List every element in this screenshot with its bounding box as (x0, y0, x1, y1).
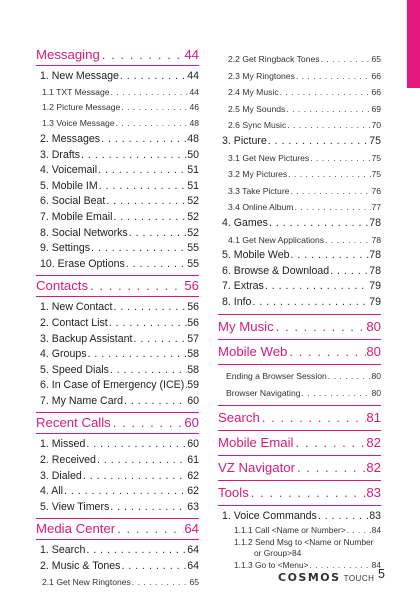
section-rule (218, 339, 381, 340)
toc-leader (329, 264, 369, 280)
toc-leader (264, 279, 369, 295)
toc-leader (294, 433, 367, 453)
toc-section-page: 60 (184, 415, 199, 431)
toc-leader (63, 484, 187, 500)
toc-entry-label: 1. Voice Commands (222, 509, 317, 522)
toc-entry-label-cont: or Group> (254, 548, 292, 559)
toc-entry-label: 5. Mobile IM (40, 179, 98, 192)
toc-entry[interactable] (222, 166, 381, 183)
toc-entry-label: 1.1.1 Call <Name or Number> (234, 525, 346, 536)
toc-entry[interactable] (222, 199, 381, 216)
toc-entry[interactable] (40, 453, 199, 469)
toc-section-heading[interactable] (36, 413, 199, 433)
toc-section-page: 56 (184, 278, 199, 294)
toc-entry-page: 78 (369, 264, 381, 277)
toc-entry[interactable] (40, 210, 199, 226)
toc-entry[interactable] (222, 84, 381, 101)
footer-brand (278, 571, 374, 584)
toc-section-heading[interactable] (36, 519, 199, 539)
toc-entry[interactable] (40, 257, 199, 273)
toc-leader (115, 519, 184, 539)
toc-section-page: 81 (366, 409, 381, 425)
section-rule (218, 314, 381, 315)
section-rule (218, 455, 381, 456)
toc-leader (287, 342, 366, 362)
toc-entry[interactable] (222, 134, 381, 150)
toc-section-page: 82 (366, 459, 381, 475)
toc-entry-label: 2.1 Get New Ringtones (42, 576, 131, 587)
toc-section-heading[interactable] (218, 317, 381, 337)
toc-leader (120, 559, 187, 575)
toc-entry-label: 6. Social Beat (40, 195, 106, 208)
toc-entry-page: 78 (369, 216, 381, 229)
toc-entry-label: 4. All (40, 485, 63, 498)
toc-continued-list (218, 45, 381, 314)
toc-entry-label: 7. My Name Card (40, 394, 124, 407)
toc-entry-page: 62 (187, 485, 199, 498)
toc-entry-label: 5. Mobile Web (222, 249, 290, 262)
toc-entry-page: 60 (187, 394, 199, 407)
toc-entry-page: 76 (371, 185, 381, 196)
toc-left-column (36, 45, 199, 593)
toc-entry-page: 69 (371, 103, 381, 114)
toc-section-page: 44 (184, 47, 199, 62)
toc-section-heading[interactable] (218, 458, 381, 478)
toc-entry-page: 75 (371, 152, 381, 163)
toc-entry-page: 44 (187, 70, 199, 82)
toc-entry[interactable] (222, 524, 381, 537)
toc-leader (87, 347, 188, 363)
toc-section-title: VZ Navigator (218, 459, 295, 475)
toc-leader (279, 84, 372, 101)
toc-section (36, 45, 199, 275)
toc-entry-label: 6. In Case of Emergency (ICE) (40, 379, 185, 392)
toc-entry-page: 61 (187, 454, 199, 467)
toc-leader (287, 166, 371, 183)
toc-entry-page: 66 (371, 87, 381, 98)
page-number: 5 (378, 567, 385, 581)
toc-entry[interactable] (40, 148, 199, 164)
toc-entry[interactable] (222, 385, 381, 402)
toc-leader (108, 316, 187, 332)
toc-entry[interactable] (222, 51, 381, 68)
toc-entry-page: 57 (187, 332, 199, 345)
toc-section-title: Recent Calls (36, 415, 111, 431)
toc-entry[interactable] (222, 117, 381, 134)
toc-entry-label: 5. Speed Dials (40, 363, 109, 376)
toc-leader (267, 134, 369, 150)
toc-leader (105, 194, 187, 210)
toc-entry[interactable] (222, 295, 381, 311)
section-rule (218, 430, 381, 431)
toc-section (36, 413, 199, 518)
toc-leader (290, 248, 370, 264)
toc-entry-page: 48 (189, 118, 199, 129)
toc-entry[interactable] (40, 363, 199, 379)
toc-entry-label: 3. Dialed (40, 469, 82, 482)
toc-entry-page: 56 (187, 301, 199, 314)
toc-section (36, 276, 199, 412)
toc-entry-label: 1.1 TXT Message (42, 86, 110, 97)
toc-entry-page: 83 (369, 509, 381, 522)
toc-entry-label: 1.3 Voice Message (42, 118, 115, 129)
toc-entry-page: 59 (187, 379, 199, 392)
brand-logo-sub: TOUCH (343, 574, 375, 583)
toc-leader (109, 500, 187, 516)
toc-entry[interactable] (40, 484, 199, 500)
toc-leader (286, 117, 371, 134)
toc-section (218, 408, 381, 431)
toc-entry-page: 84 (291, 548, 302, 559)
toc-entry-page: 52 (187, 226, 199, 239)
toc-entry-label: 2. Music & Tones (40, 560, 121, 573)
toc-section-title: Contacts (36, 278, 89, 294)
toc-section (36, 519, 199, 593)
toc-entry-page: 46 (189, 102, 199, 113)
toc-entry-page: 56 (187, 316, 199, 329)
toc-entry-page: 66 (371, 70, 381, 81)
toc-leader (82, 469, 187, 485)
toc-entry-label: 2. Contact List (40, 316, 108, 329)
toc-leader (260, 408, 367, 428)
toc-leader (123, 394, 187, 410)
toc-leader (100, 45, 185, 65)
toc-entry-label: 2.5 My Sounds (228, 103, 286, 114)
toc-leader (109, 363, 187, 379)
toc-entry-label: 1.2 Picture Message (42, 102, 121, 113)
toc-entry-page: 62 (187, 469, 199, 482)
toc-entry-label: 3. Drafts (40, 148, 81, 161)
toc-entry-label: 1. Search (40, 544, 86, 557)
toc-entry-page: 55 (187, 257, 199, 270)
toc-entry[interactable] (40, 559, 199, 575)
toc-entry-page: 55 (187, 242, 199, 255)
toc-entry-label: 1. Missed (40, 438, 86, 451)
toc-section (218, 342, 381, 406)
toc-entry-page: 44 (189, 86, 199, 97)
toc-leader (85, 437, 187, 453)
toc-entry-page: 60 (187, 438, 199, 451)
toc-leader (317, 509, 369, 525)
toc-entry-label: 2.6 Sync Music (228, 120, 287, 131)
toc-entry-label: 2. Received (40, 454, 96, 467)
toc-entry-page: 48 (187, 132, 199, 145)
toc-entry-page: 80 (371, 370, 381, 381)
toc-leader (132, 332, 187, 348)
toc-entry-page: 51 (187, 164, 199, 177)
toc-entry-page: 65 (189, 576, 199, 587)
toc-leader (110, 85, 190, 101)
toc-leader (119, 69, 187, 85)
toc-leader (96, 453, 187, 469)
toc-leader (85, 543, 187, 559)
toc-entry-label: 2.4 My Music (228, 87, 279, 98)
toc-entry-label: 7. Mobile Email (40, 210, 113, 223)
toc-entry-label: 4. Voicemail (40, 164, 98, 177)
toc-leader (90, 241, 187, 257)
toc-entry-label: 3.4 Online Album (228, 202, 294, 213)
toc-entry[interactable] (40, 300, 199, 316)
toc-entry-label: 4. Groups (40, 348, 87, 361)
toc-leader (112, 210, 187, 226)
toc-entry[interactable] (222, 183, 381, 200)
toc-entry[interactable] (222, 68, 381, 85)
toc-entry[interactable] (222, 509, 381, 525)
toc-entry-page: 75 (369, 134, 381, 147)
toc-entry-label: 1.1.3 Go to <Menu> (234, 560, 309, 571)
toc-entry[interactable] (40, 100, 199, 116)
toc-leader (327, 368, 372, 385)
toc-entry-page: 64 (187, 544, 199, 557)
toc-leader (295, 458, 366, 478)
toc-entry-page: 58 (187, 363, 199, 376)
toc-leader (80, 148, 187, 164)
toc-entry-page: 50 (187, 148, 199, 161)
toc-entry-label: 3.1 Get New Pictures (228, 152, 310, 163)
toc-leader (112, 300, 187, 316)
toc-leader (251, 295, 369, 311)
toc-entry[interactable] (222, 279, 381, 295)
toc-section-heading[interactable] (218, 408, 381, 428)
toc-leader (320, 51, 372, 68)
toc-entry[interactable] (222, 264, 381, 280)
toc-entry-label: 3. Picture (222, 134, 267, 147)
toc-section-heading[interactable] (218, 483, 381, 503)
toc-entry[interactable] (40, 116, 199, 132)
toc-entry-label: 9. Settings (40, 242, 91, 255)
toc-entry-label: 3.3 Take Picture (228, 185, 290, 196)
toc-entry[interactable] (40, 316, 199, 332)
toc-entry[interactable] (40, 69, 199, 85)
toc-entry[interactable] (222, 101, 381, 118)
toc-entry-label: Ending a Browser Session (226, 370, 327, 381)
toc-entry-page: 65 (371, 54, 381, 64)
toc-leader (285, 101, 371, 118)
toc-entry[interactable] (40, 500, 199, 516)
toc-section (218, 458, 381, 481)
toc-entry-label: 2. Messages (40, 132, 101, 145)
toc-entry[interactable] (40, 163, 199, 179)
toc-entry[interactable] (40, 575, 199, 591)
section-rule (218, 480, 381, 481)
toc-entry-label: 8. Social Networks (40, 226, 128, 239)
toc-entry-page: 70 (371, 120, 381, 131)
toc-entry-page: 78 (369, 249, 381, 262)
toc-section-title: Search (218, 409, 260, 425)
toc-section-title: Mobile Email (218, 434, 294, 450)
toc-entry[interactable] (40, 378, 199, 394)
toc-entry-page: 63 (187, 500, 199, 513)
toc-section-page: 80 (366, 343, 381, 359)
toc-section-title: My Music (218, 318, 274, 334)
toc-leader (97, 163, 187, 179)
toc-entry[interactable] (222, 216, 381, 232)
toc-leader (293, 199, 371, 216)
toc-leader (309, 150, 371, 167)
toc-leader (301, 385, 372, 402)
toc-leader (289, 183, 371, 200)
toc-entry[interactable] (222, 537, 381, 559)
toc-leader (324, 232, 371, 249)
toc-entry-page: 79 (369, 295, 381, 308)
toc-entry[interactable] (40, 226, 199, 242)
toc-entry-label: 10. Erase Options (40, 257, 125, 270)
toc-section-page: 64 (184, 521, 199, 537)
toc-section-heading[interactable] (218, 433, 381, 453)
toc-entry-page: 78 (371, 234, 381, 245)
toc-entry-page: 79 (369, 280, 381, 293)
section-rule (218, 405, 381, 406)
toc-section (218, 483, 381, 576)
toc-entry-label: 3.2 My Pictures (228, 169, 288, 180)
toc-section-heading[interactable] (218, 342, 381, 362)
toc-entry-label: 3. Backup Assistant (40, 332, 133, 345)
toc-leader (128, 226, 187, 242)
toc-entry-label: 4. Games (222, 216, 268, 229)
toc-leader (131, 575, 190, 591)
toc-entry-page: 80 (371, 387, 381, 398)
toc-leader (120, 100, 189, 116)
toc-leader (115, 116, 190, 132)
toc-section-heading[interactable] (36, 276, 199, 296)
toc-section-page: 82 (366, 434, 381, 450)
toc-entry[interactable] (40, 241, 199, 257)
toc-entry[interactable] (222, 248, 381, 264)
toc-entry[interactable] (40, 179, 199, 195)
toc-entry-label: 4.1 Get New Applications (228, 234, 325, 245)
toc-section-page: 83 (366, 484, 381, 500)
toc-leader (346, 524, 372, 537)
toc-entry-page: 84 (371, 560, 381, 571)
toc-section-title: Media Center (36, 521, 116, 537)
toc-leader (249, 483, 367, 503)
toc-entry[interactable] (40, 543, 199, 559)
toc-entry-label: 7. Extras (222, 280, 264, 293)
toc-entry-label: 2.3 My Ringtones (228, 70, 295, 81)
toc-section (218, 433, 381, 456)
toc-entry[interactable] (40, 132, 199, 148)
toc-entry[interactable] (40, 437, 199, 453)
toc-leader (295, 68, 372, 85)
page-edge-tab (407, 0, 420, 88)
toc-entry[interactable] (40, 85, 199, 101)
toc-entry-label: 5. View Timers (40, 500, 110, 513)
toc-entry-page: 52 (187, 195, 199, 208)
toc-entry-label: 2.2 Get Ringback Tones (228, 54, 320, 64)
brand-logo: COSMOS (278, 571, 341, 584)
toc-entry-label: 1. New Message (40, 70, 119, 82)
toc-entry[interactable] (40, 194, 199, 210)
toc-leader (98, 179, 188, 195)
toc-entry[interactable] (40, 469, 199, 485)
toc-entry-label: Browser Navigating (226, 387, 301, 398)
toc-section-title: Tools (218, 484, 249, 500)
toc-entry-page: 58 (187, 348, 199, 361)
toc-leader (88, 276, 184, 296)
toc-leader (111, 413, 185, 433)
toc-entry-page: 52 (187, 210, 199, 223)
toc-entry[interactable] (40, 347, 199, 363)
toc-leader (125, 257, 187, 273)
toc-entry[interactable] (40, 394, 199, 410)
toc-right-column (218, 45, 381, 575)
toc-entry[interactable] (222, 368, 381, 385)
toc-entry-label: 6. Browse & Download (222, 264, 330, 277)
toc-entry-page: 64 (187, 560, 199, 573)
toc-section-heading[interactable] (36, 45, 199, 65)
toc-entry[interactable] (222, 232, 381, 249)
toc-leader (268, 216, 369, 232)
toc-entry[interactable] (222, 150, 381, 167)
toc-entry-label: 1. New Contact (40, 301, 113, 314)
toc-section (218, 317, 381, 340)
toc-entry-page: 84 (371, 525, 381, 536)
toc-entry-label: 1.1.2 Send Msg to <Name or Number (234, 537, 374, 548)
toc-entry-page: 77 (371, 202, 381, 213)
toc-section-page: 80 (366, 318, 381, 334)
toc-leader (274, 317, 367, 337)
toc-section-title: Mobile Web (218, 343, 288, 359)
toc-section-title: Messaging (36, 47, 100, 62)
toc-entry-page: 75 (371, 169, 381, 180)
toc-entry[interactable] (40, 332, 199, 348)
toc-leader (100, 132, 187, 148)
toc-entry-page: 51 (187, 179, 199, 192)
toc-entry-label: 8. Info (222, 295, 252, 308)
